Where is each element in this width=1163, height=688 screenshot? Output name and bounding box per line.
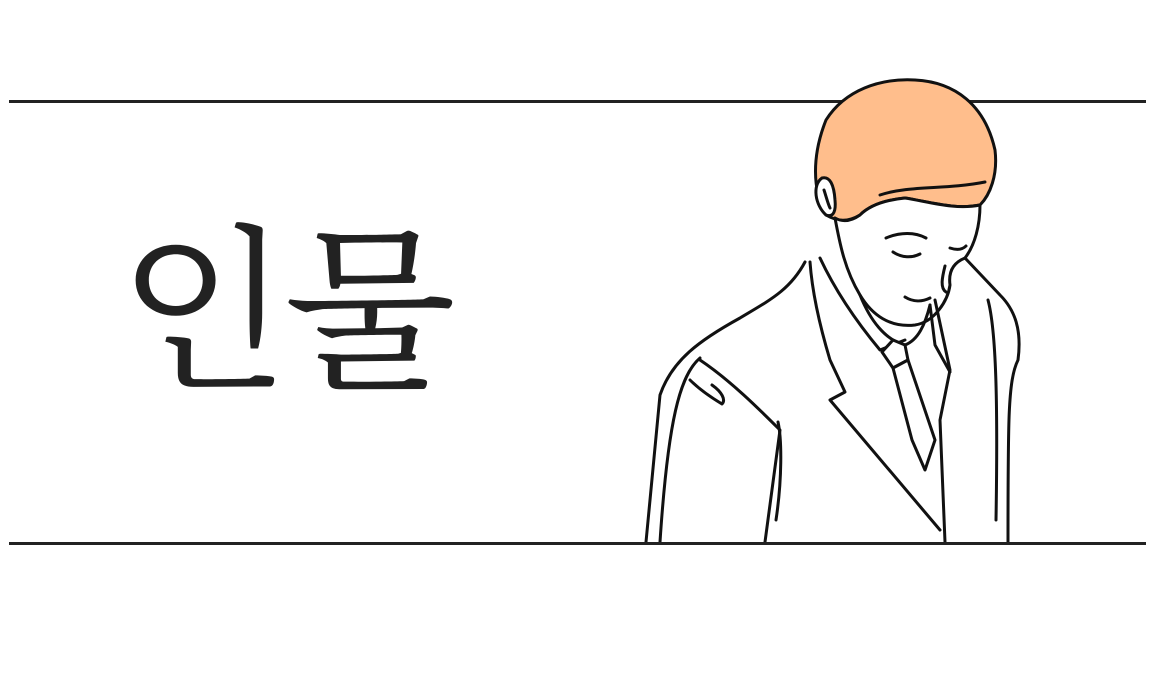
bottom-divider	[9, 542, 1146, 545]
person-illustration	[640, 76, 1040, 546]
page-title: 인물	[118, 209, 450, 416]
